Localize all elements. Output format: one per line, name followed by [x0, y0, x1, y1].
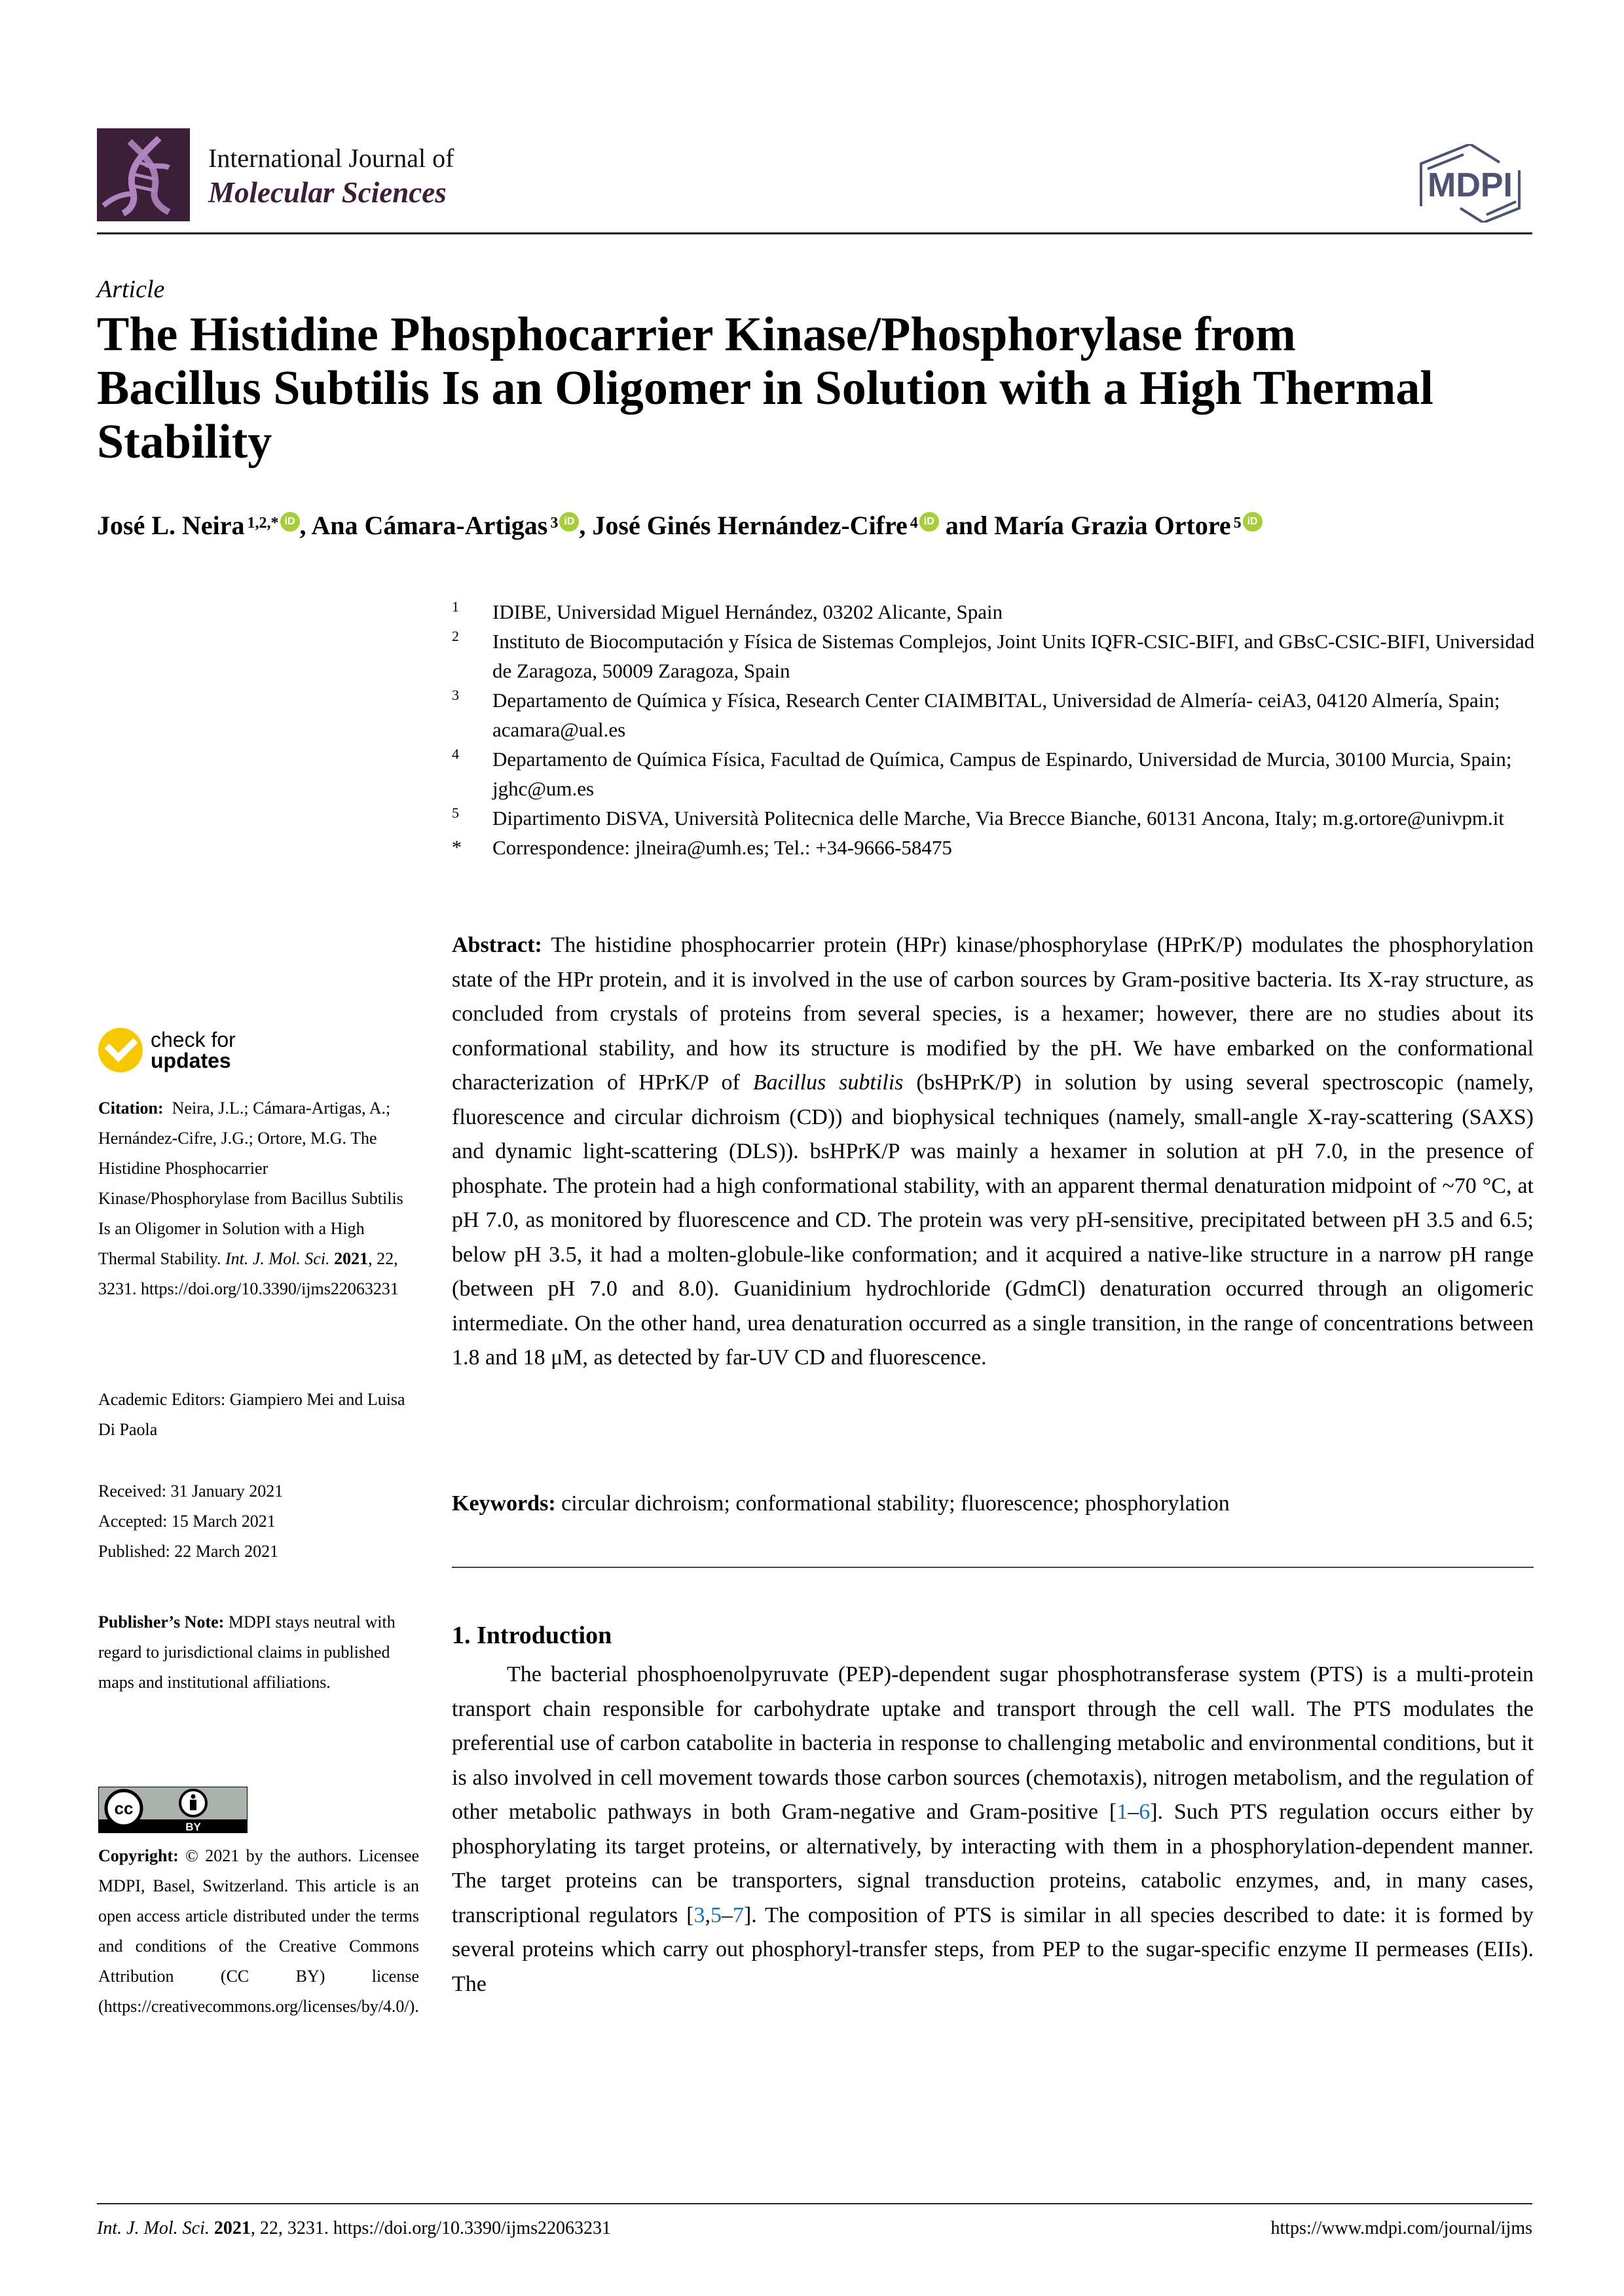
author-list: José L. Neira $^{1,2,*}$ iD , Ana Cámara-Artigas $^3$ iD , José Ginés Hernández-Cifre $^4$ iD and María Grazia Ortore $^5$ iD	[97, 509, 1263, 542]
reference-link[interactable]: 3	[693, 1903, 705, 1927]
svg-text:cc: cc	[114, 1798, 134, 1818]
journal-logo-dna-icon	[97, 128, 190, 221]
affiliation-item: 1 IDIBE, Universidad Miguel Hernández, 03202 Alicante, Spain	[452, 598, 1003, 623]
published-date: Published: 22 March 2021	[98, 1542, 279, 1561]
reference-link[interactable]: 1	[1116, 1800, 1128, 1824]
orcid-icon[interactable]: iD	[559, 512, 579, 532]
journal-name-line1: International Journal of	[208, 143, 454, 173]
article-title: The Histidine Phosphocarrier Kinase/Phosphorylase from Bacillus Subtilis Is an Oligomer in Solution with a High Thermal Stability	[97, 308, 1433, 469]
correspondence: * Correspondence: jlneira@umh.es; Tel.: +34-9666-58475	[452, 836, 952, 859]
publication-dates	[98, 1476, 419, 1567]
citation-block: Citation: Neira, J.L.; Cámara-Artigas, A.; Hernández-Cifre, J.G.; Ortore, M.G. The Histidine Phosphocarrier Kinase/Phosphorylase from Bacillus Subtilis Is an Oligomer in Solution with a High Thermal Stability. Int. J. Mol. Sci. 2021, 22, 3231. https://doi.org/10.3390/ijms22063231	[98, 1099, 403, 1298]
header-divider	[97, 232, 1532, 234]
affiliation-item: 5 Dipartimento DiSVA, Università Politecnica delle Marche, Via Brecce Bianche, 60131 Ancona, Italy; m.g.ortore@univpm.it	[452, 805, 1505, 829]
orcid-icon[interactable]: iD	[1243, 512, 1263, 532]
publisher-note: Publisher’s Note: MDPI stays neutral with regard to jurisdictional claims in published maps and institutional affiliations.	[98, 1613, 396, 1692]
checkmark-icon	[98, 1028, 143, 1072]
abstract: Abstract: The histidine phosphocarrier protein (HPr) kinase/phosphorylase (HPrK/P) modulates the phosphorylation state of the HPr protein, and it is involved in the use of carbon sources by Gram-positive bacteria. Its X-ray structure, as concluded from crystals of proteins from several species, is a hexamer; however, there are no studies about its conformational stability, and how its structure is modified by the pH. We have embarked on the conformational characterization of HPrK/P of Bacillus subtilis (bsHPrK/P) in solution by using several spectroscopic (namely, fluorescence and circular dichroism (CD)) and biophysical techniques (namely, small-angle X-ray-scattering (SAXS) and dynamic light-scattering (DLS)). bsHPrK/P was mainly a hexamer in solution at pH 7.0, in the presence of phosphate. The protein had a high conformational stability, with an apparent thermal denaturation midpoint of ~70 °C, at pH 7.0, as monitored by fluorescence and CD. The protein was very pH-sensitive, precipitated between pH 3.5 and 6.5; below pH 3.5, it had a molten-globule-like conformation; and it acquired a native-like structure in a narrow pH range (between pH 7.0 and 8.0). Guanidinium hydrochloride (GdmCl) denaturation occurred through an oligomeric intermediate. On the other hand, urea denaturation occurred as a single transition, in the range of concentrations between 1.8 and 18 μM, as detected by far-UV CD and fluorescence.	[452, 933, 1534, 1370]
mdpi-logo-icon	[1408, 144, 1532, 223]
svg-text:BY: BY	[185, 1821, 201, 1833]
cc-by-license-badge[interactable]	[98, 1787, 248, 1833]
footer-journal-url[interactable]: https://www.mdpi.com/journal/ijms	[1270, 2218, 1532, 2238]
journal-name-line2: Molecular Sciences	[208, 176, 447, 209]
section-heading-introduction: 1. Introduction	[452, 1622, 612, 1649]
introduction-paragraph: The bacterial phosphoenolpyruvate (PEP)-dependent sugar phosphotransferase system (PTS) is a multi-protein transport chain responsible for carbohydrate uptake and transport through the cell wall. The PTS modulates the preferential use of carbon catabolite in bacteria in response to challenging metabolic and environmental conditions, but it is also involved in cell movement towards those carbon sources (chemotaxis), nitrogen metabolism, and the regulation of other metabolic pathways in both Gram-negative and Gram-positive [1–6]. Such PTS regulation occurs either by phosphorylating its target proteins, or alternatively, by interacting with them in a phosphorylation-dependent manner. The target proteins can be transporters, signal transduction proteins, catabolic enzymes, and, in many cases, transcriptional regulators [3,5–7]. The composition of PTS is similar in all species described to date: it is formed by several proteins which carry out phosphoryl-transfer steps, from PEP to the sugar-specific enzyme II permeases (EIIs). The	[452, 1662, 1534, 1996]
svg-text:MDPI: MDPI	[1428, 166, 1513, 204]
author-4[interactable]: María Grazia Ortore $^5$ iD	[994, 511, 1262, 540]
citation-doi-link[interactable]: https://doi.org/10.3390/ijms22063231	[141, 1279, 399, 1298]
reference-link[interactable]: 7	[732, 1903, 744, 1927]
footer-citation: Int. J. Mol. Sci. 2021, 22, 3231. https://doi.org/10.3390/ijms22063231	[97, 2218, 612, 2238]
received-date: Received: 31 January 2021	[98, 1482, 284, 1501]
reference-link[interactable]: 5	[710, 1903, 722, 1927]
copyright-notice: Copyright: © 2021 by the authors. Licensee MDPI, Basel, Switzerland. This article is an open access article distributed under the terms and conditions of the Creative Commons Attribution (CC BY) license (https://creativecommons.org/licenses/by/4.0/).	[98, 1846, 420, 2016]
affiliation-item: 4 Departamento de Química Física, Facultad de Química, Campus de Espinardo, Universidad de Murcia, 30100 Murcia, Spain; jghc@um.es	[452, 746, 1512, 800]
author-1[interactable]: José L. Neira $^{1,2,*}$ iD	[97, 511, 300, 540]
accepted-date: Accepted: 15 March 2021	[98, 1512, 276, 1531]
section-divider	[452, 1567, 1534, 1568]
footer-divider	[97, 2203, 1532, 2204]
orcid-icon[interactable]: iD	[280, 512, 300, 532]
check-for-updates-button[interactable]: check for updates	[98, 1028, 236, 1072]
reference-link[interactable]: 6	[1139, 1800, 1151, 1824]
affiliation-item: 3 Departamento de Química y Física, Research Center CIAIMBITAL, Universidad de Almería- ceiA3, 04120 Almería, Spain; acamara@ual.es	[452, 687, 1500, 741]
affiliations-list	[452, 597, 1539, 862]
keywords: Keywords: circular dichroism; conformational stability; fluorescence; phosphorylation	[452, 1491, 1230, 1516]
article-type: Article	[97, 276, 165, 303]
orcid-icon[interactable]: iD	[919, 512, 939, 532]
author-2[interactable]: Ana Cámara-Artigas $^3$ iD	[311, 511, 579, 540]
academic-editors: Academic Editors: Giampiero Mei and Luisa Di Paola	[98, 1390, 405, 1439]
affiliation-item: 2 Instituto de Biocomputación y Física de Sistemas Complejos, Joint Units IQFR-CSIC-BIFI, and GBsC-CSIC-BIFI, Universidad de Zaragoza, 50009 Zaragoza, Spain	[452, 628, 1535, 682]
author-3[interactable]: José Ginés Hernández-Cifre $^4$ iD	[592, 511, 938, 540]
